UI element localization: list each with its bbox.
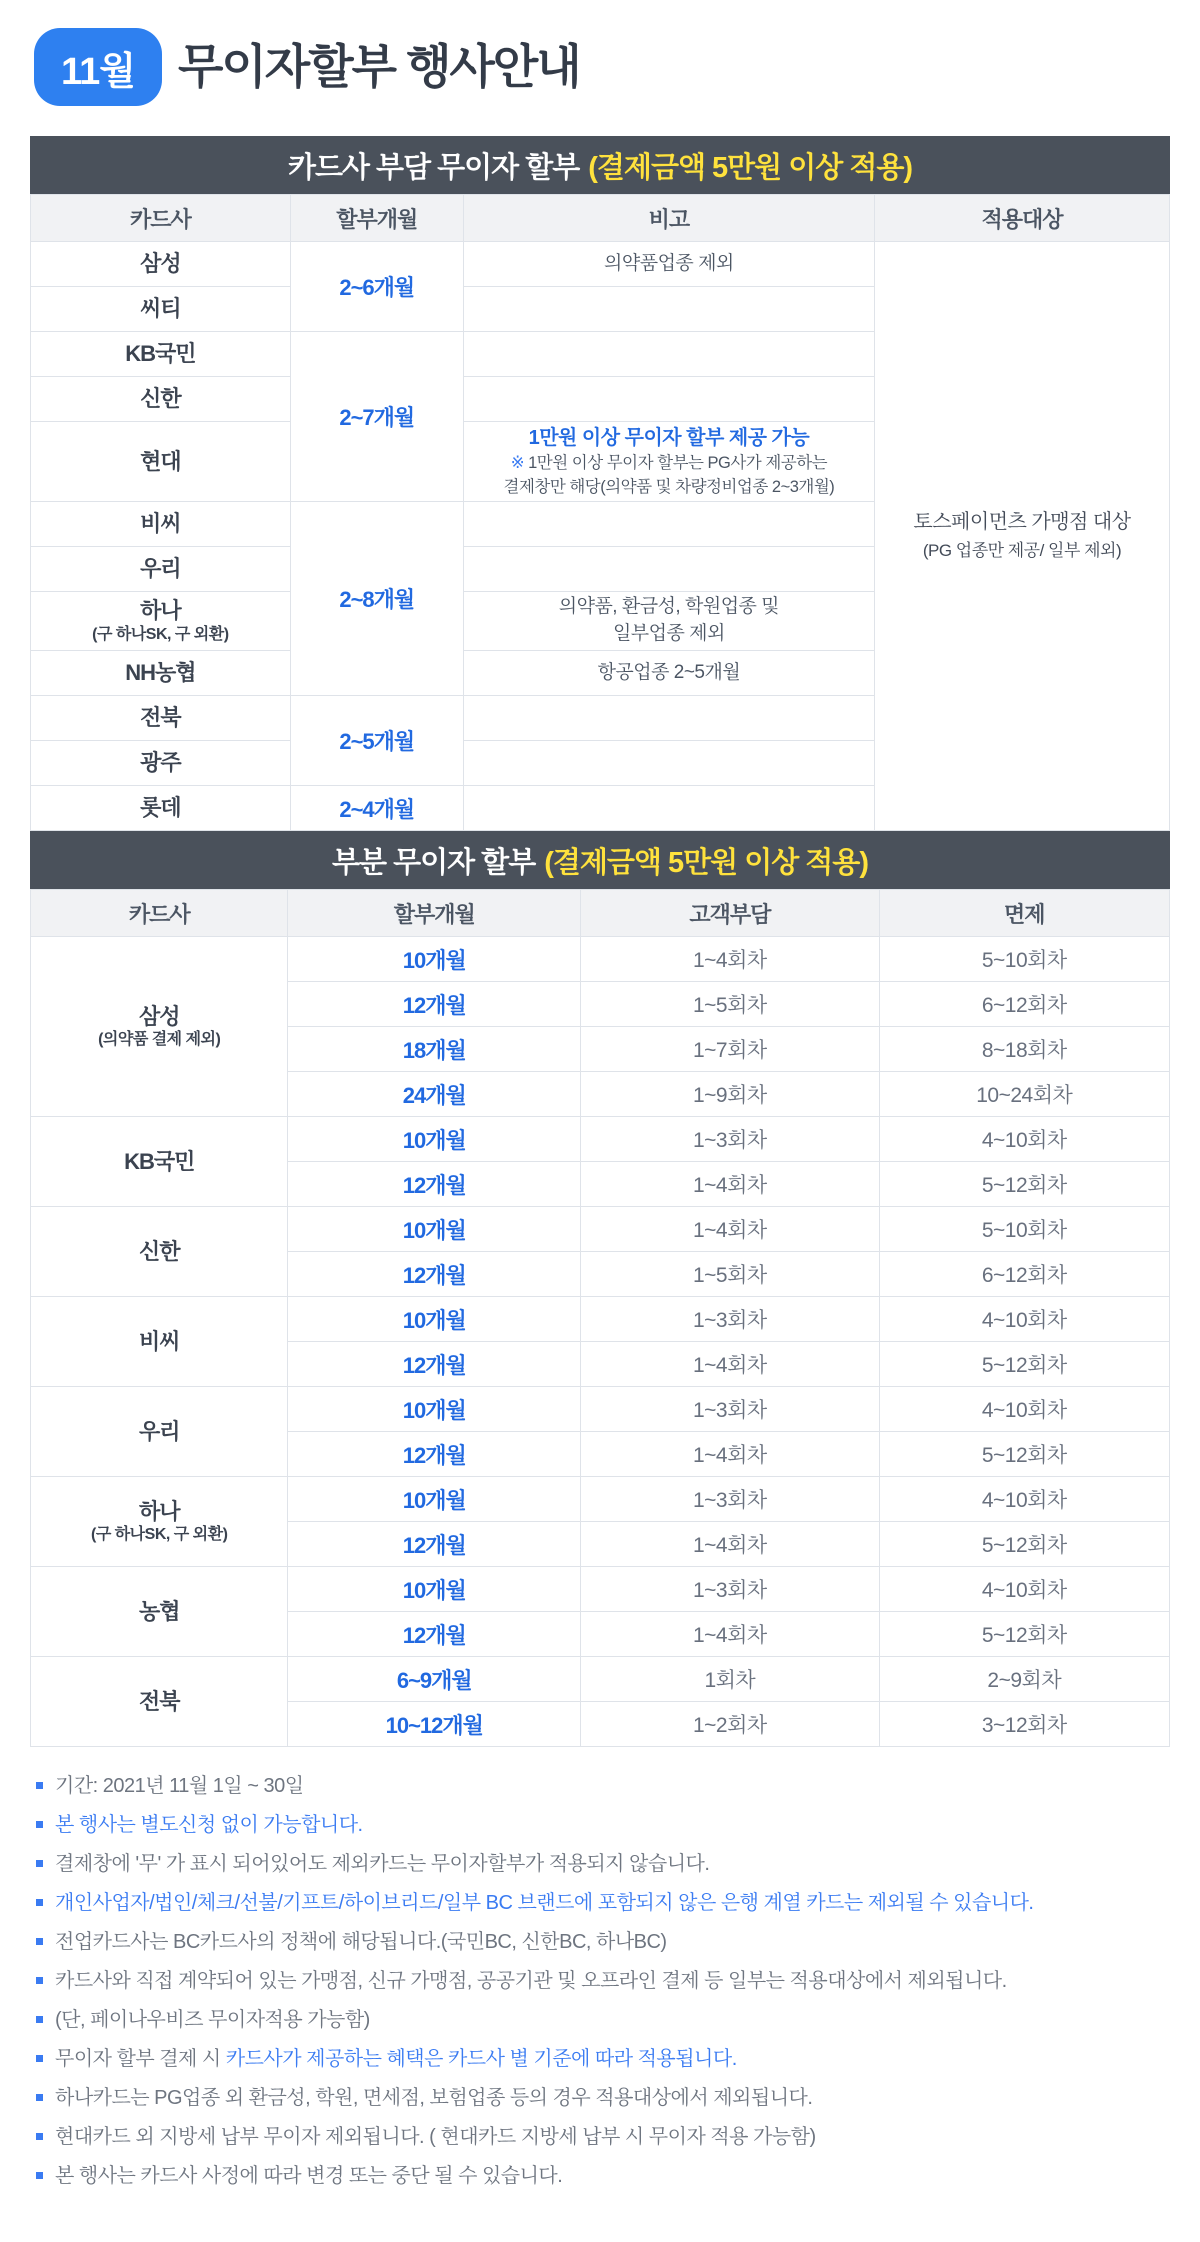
card-name-cell [31, 377, 291, 422]
customer-burden-cell: 1~7회차 [581, 1027, 879, 1072]
card-name: 삼성 [138, 1003, 180, 1029]
note-item [34, 1890, 1170, 1916]
installment-months-cell: 12개월 [288, 1432, 581, 1477]
table1-header-row [31, 195, 1170, 242]
exemption-cell: 4~10회차 [879, 1567, 1169, 1612]
card-name-cell [31, 547, 291, 592]
customer-burden-cell: 1회차 [581, 1657, 879, 1702]
exemption-cell: 6~12회차 [879, 982, 1169, 1027]
customer-burden-cell: 1~4회차 [581, 1522, 879, 1567]
card-name-cell [31, 287, 291, 332]
note-segment: 무이자 할부 결제 시 [55, 2048, 226, 2071]
remark-cell [463, 422, 874, 502]
installment-months-cell: 12개월 [288, 1342, 581, 1387]
card-subtitle: (구 하나SK, 구 외환) [92, 625, 229, 643]
card-name: 신한 [140, 386, 181, 412]
note-item [34, 2085, 1170, 2111]
customer-burden-cell: 1~4회차 [581, 1207, 879, 1252]
exemption-cell: 5~12회차 [879, 1522, 1169, 1567]
table2-header-row [31, 890, 1170, 937]
installment-months-cell: 24개월 [288, 1072, 581, 1117]
card-name-cell [31, 422, 291, 502]
exemption-cell: 4~10회차 [879, 1297, 1169, 1342]
exemption-cell: 5~12회차 [879, 1342, 1169, 1387]
card-name-cell [31, 786, 291, 831]
target-sub-text: (PG 업종만 제공/ 일부 제외) [922, 541, 1122, 561]
bullet-square-icon [36, 2094, 43, 2101]
note-segment: 개인사업자/법인/체크/선불/기프트/하이브리드/일부 BC 브랜드에 포함되지 않은 은행 계열 카드는 제외될 수 있습니다. [55, 1892, 1034, 1915]
bullet-square-icon [36, 2133, 43, 2140]
remark-cell: 의약품업종 제외 [463, 242, 874, 287]
card-name: 씨티 [140, 296, 181, 322]
customer-burden-cell: 1~4회차 [581, 937, 879, 982]
remark-cell [463, 547, 874, 592]
note-text [55, 1773, 304, 1799]
card-name-cell [31, 696, 291, 741]
note-segment: 카드사와 직접 계약되어 있는 가맹점, 신규 가맹점, 공공기관 및 오프라인 결제 등 일부는 적용대상에서 제외됩니다. [55, 1970, 1007, 1993]
card-subtitle: (의약품 결제 제외) [98, 1031, 221, 1049]
note-text [55, 2163, 562, 2189]
remark-cell [463, 377, 874, 422]
note-segment: 하나카드는 PG업종 외 환금성, 학원, 면세점, 보험업종 등의 경우 적용대상에서 제외됩니다. [55, 2087, 813, 2110]
bullet-square-icon [36, 1977, 43, 1984]
card-name-cell [31, 242, 291, 287]
installment-months-cell: 12개월 [288, 1252, 581, 1297]
customer-burden-cell: 1~4회차 [581, 1612, 879, 1657]
bullet-square-icon [36, 1821, 43, 1828]
installment-months-cell: 2~6개월 [290, 242, 463, 332]
table1-banner-text: 카드사 부담 무이자 할부 [287, 151, 580, 184]
installment-months-cell: 10개월 [288, 937, 581, 982]
table2-col-header-card: 카드사 [31, 890, 288, 937]
note-text [55, 2085, 812, 2111]
card-name: 전북 [140, 705, 181, 731]
table-row [31, 937, 1170, 982]
installment-months-cell: 10개월 [288, 1567, 581, 1612]
exemption-cell: 6~12회차 [879, 1252, 1169, 1297]
table1-banner-highlight: (결제금액 5만원 이상 적용) [588, 151, 913, 184]
customer-burden-cell: 1~5회차 [581, 1252, 879, 1297]
bullet-square-icon [36, 1899, 43, 1906]
exemption-cell: 8~18회차 [879, 1027, 1169, 1072]
table-row [31, 1477, 1170, 1522]
exemption-cell: 5~12회차 [879, 1162, 1169, 1207]
installment-months-cell: 12개월 [288, 1612, 581, 1657]
customer-burden-cell: 1~3회차 [581, 1297, 879, 1342]
remark-cell [463, 502, 874, 547]
customer-burden-cell: 1~2회차 [581, 1702, 879, 1747]
table1-col-header-card: 카드사 [31, 195, 291, 242]
bullet-square-icon [36, 1938, 43, 1945]
note-segment: 기간: 2021년 11월 1일 ~ 30일 [55, 1775, 304, 1798]
card-name: 신한 [138, 1238, 180, 1264]
table1-body [31, 242, 1170, 831]
table2-col-header-months: 할부개월 [288, 890, 581, 937]
card-name-cell [31, 1657, 288, 1747]
card-name-cell [31, 1297, 288, 1387]
reference-mark: ※ [510, 454, 529, 473]
table1-banner [30, 136, 1170, 194]
exemption-cell: 4~10회차 [879, 1117, 1169, 1162]
table2-body [31, 937, 1170, 1747]
month-badge: 11월 [34, 28, 162, 106]
table-row [31, 1567, 1170, 1612]
note-item [34, 2007, 1170, 2033]
table-row [31, 1387, 1170, 1432]
note-segment: 현대카드 외 지방세 납부 무이자 제외됩니다. ( 현대카드 지방세 납부 시 무이자 적용 가능함) [55, 2126, 816, 2149]
installment-months-cell: 2~4개월 [290, 786, 463, 831]
card-name: KB국민 [124, 1148, 195, 1174]
card-name-cell [31, 937, 288, 1117]
installment-months-cell: 18개월 [288, 1027, 581, 1072]
remark-cell [463, 696, 874, 741]
card-subtitle: (구 하나SK, 구 외환) [91, 1526, 228, 1544]
remark-cell [463, 786, 874, 831]
remark-cell [463, 332, 874, 377]
installment-months-cell: 10개월 [288, 1117, 581, 1162]
bullet-square-icon [36, 2172, 43, 2179]
installment-months-cell: 2~8개월 [290, 502, 463, 696]
note-item [34, 2046, 1170, 2072]
card-name: 하나 [138, 1498, 180, 1524]
installment-months-cell: 10개월 [288, 1477, 581, 1522]
table-row [31, 242, 1170, 287]
exemption-cell: 5~10회차 [879, 1207, 1169, 1252]
card-name-cell [31, 741, 291, 786]
table-row [31, 1657, 1170, 1702]
table2-col-header-customer-burden: 고객부담 [581, 890, 879, 937]
note-item [34, 2124, 1170, 2150]
installment-months-cell: 10개월 [288, 1387, 581, 1432]
installment-months-cell: 12개월 [288, 982, 581, 1027]
customer-burden-cell: 1~4회차 [581, 1162, 879, 1207]
note-segment: 본 행사는 카드사 사정에 따라 변경 또는 중단 될 수 있습니다. [55, 2165, 563, 2188]
note-segment: 카드사가 제공하는 혜택은 카드사 별 기준에 따라 적용됩니다. [225, 2048, 737, 2071]
exemption-cell: 2~9회차 [879, 1657, 1169, 1702]
card-name: 농협 [138, 1598, 180, 1624]
customer-burden-cell: 1~3회차 [581, 1117, 879, 1162]
customer-burden-cell: 1~3회차 [581, 1387, 879, 1432]
note-segment: 결제창에 '무' 가 표시 되어있어도 제외카드는 무이자할부가 적용되지 않습니다. [55, 1853, 710, 1876]
note-text [55, 2124, 816, 2150]
remark-title: 1만원 이상 무이자 할부 제공 가능 [528, 427, 810, 449]
table2-banner [30, 831, 1170, 889]
card-name: 전북 [138, 1688, 180, 1714]
card-name-cell [31, 1117, 288, 1207]
note-segment: 본 행사는 별도신청 없이 가능합니다. [55, 1814, 363, 1837]
card-name-cell [31, 592, 291, 651]
exemption-cell: 10~24회차 [879, 1072, 1169, 1117]
installment-months-cell: 10개월 [288, 1297, 581, 1342]
remark-cell [463, 592, 874, 651]
note-text [55, 1851, 709, 1877]
installment-months-cell: 2~5개월 [290, 696, 463, 786]
card-name-cell [31, 1207, 288, 1297]
bullet-square-icon [36, 1782, 43, 1789]
customer-burden-cell: 1~5회차 [581, 982, 879, 1027]
installment-months-cell: 10~12개월 [288, 1702, 581, 1747]
target-cell [874, 242, 1169, 831]
card-name: NH농협 [125, 660, 196, 686]
card-name: 우리 [138, 1418, 180, 1444]
card-name-cell [31, 332, 291, 377]
card-name: 우리 [140, 556, 181, 582]
installment-months-cell: 12개월 [288, 1162, 581, 1207]
card-name-cell [31, 1477, 288, 1567]
note-text [55, 1968, 1007, 1994]
card-name: 현대 [140, 448, 181, 474]
table-row [31, 1207, 1170, 1252]
page-title: 무이자할부 행사안내 [178, 40, 580, 94]
bullet-square-icon [36, 1860, 43, 1867]
notes-list [30, 1773, 1170, 2189]
note-text [55, 2046, 737, 2072]
table2-banner-text: 부분 무이자 할부 [332, 846, 536, 879]
remark-subline: 결제창만 해당(의약품 및 차량정비업종 2~3개월) [503, 477, 835, 496]
exemption-cell: 4~10회차 [879, 1387, 1169, 1432]
table-row [31, 1297, 1170, 1342]
installment-months-cell: 2~7개월 [290, 332, 463, 502]
card-name: KB국민 [125, 341, 196, 367]
page-header [34, 28, 1170, 106]
card-name-cell [31, 1567, 288, 1657]
table1-col-header-months: 할부개월 [290, 195, 463, 242]
card-name: 롯데 [140, 795, 181, 821]
remark-line: 의약품, 환금성, 학원업종 및 [558, 596, 780, 618]
remark-cell [463, 741, 874, 786]
partial-installment-table [30, 889, 1170, 1747]
exemption-cell: 5~12회차 [879, 1432, 1169, 1477]
exemption-cell: 5~10회차 [879, 937, 1169, 982]
note-text [55, 2007, 370, 2033]
installment-months-cell: 10개월 [288, 1207, 581, 1252]
remark-subline: ※ 1만원 이상 무이자 할부는 PG사가 제공하는 [510, 454, 828, 473]
table1-col-header-remark: 비고 [463, 195, 874, 242]
remark-line: 일부업종 제외 [612, 623, 725, 645]
bullet-square-icon [36, 2016, 43, 2023]
table2-col-header-exemption: 면제 [879, 890, 1169, 937]
card-name: 삼성 [140, 251, 181, 277]
customer-burden-cell: 1~9회차 [581, 1072, 879, 1117]
exemption-cell: 3~12회차 [879, 1702, 1169, 1747]
table-row [31, 1117, 1170, 1162]
target-main-text: 토스페이먼츠 가맹점 대상 [913, 511, 1131, 534]
note-item [34, 1851, 1170, 1877]
note-text [55, 1890, 1033, 1916]
remark-cell: 항공업종 2~5개월 [463, 651, 874, 696]
note-item [34, 1812, 1170, 1838]
card-name: 비씨 [138, 1328, 180, 1354]
note-text [55, 1929, 667, 1955]
note-segment: 전업카드사는 BC카드사의 정책에 해당됩니다.(국민BC, 신한BC, 하나BC) [55, 1931, 667, 1954]
customer-burden-cell: 1~3회차 [581, 1567, 879, 1612]
remark-cell [463, 287, 874, 332]
card-name: 광주 [140, 750, 181, 776]
note-item [34, 1968, 1170, 1994]
card-name-cell [31, 651, 291, 696]
installment-months-cell: 12개월 [288, 1522, 581, 1567]
customer-burden-cell: 1~4회차 [581, 1432, 879, 1477]
bullet-square-icon [36, 2055, 43, 2062]
note-item [34, 1929, 1170, 1955]
customer-burden-cell: 1~4회차 [581, 1342, 879, 1387]
card-name-cell [31, 502, 291, 547]
table1-col-header-target: 적용대상 [874, 195, 1169, 242]
card-name-cell [31, 1387, 288, 1477]
exemption-cell: 5~12회차 [879, 1612, 1169, 1657]
exemption-cell: 4~10회차 [879, 1477, 1169, 1522]
note-text [55, 1812, 363, 1838]
note-item [34, 1773, 1170, 1799]
note-item [34, 2163, 1170, 2189]
table2-banner-highlight: (결제금액 5만원 이상 적용) [544, 846, 868, 879]
note-segment: (단, 페이나우비즈 무이자적용 가능함) [55, 2009, 370, 2032]
card-burden-installment-table [30, 194, 1170, 831]
card-name: 비씨 [140, 511, 181, 537]
installment-months-cell: 6~9개월 [288, 1657, 581, 1702]
customer-burden-cell: 1~3회차 [581, 1477, 879, 1522]
card-name: 하나 [140, 598, 181, 624]
